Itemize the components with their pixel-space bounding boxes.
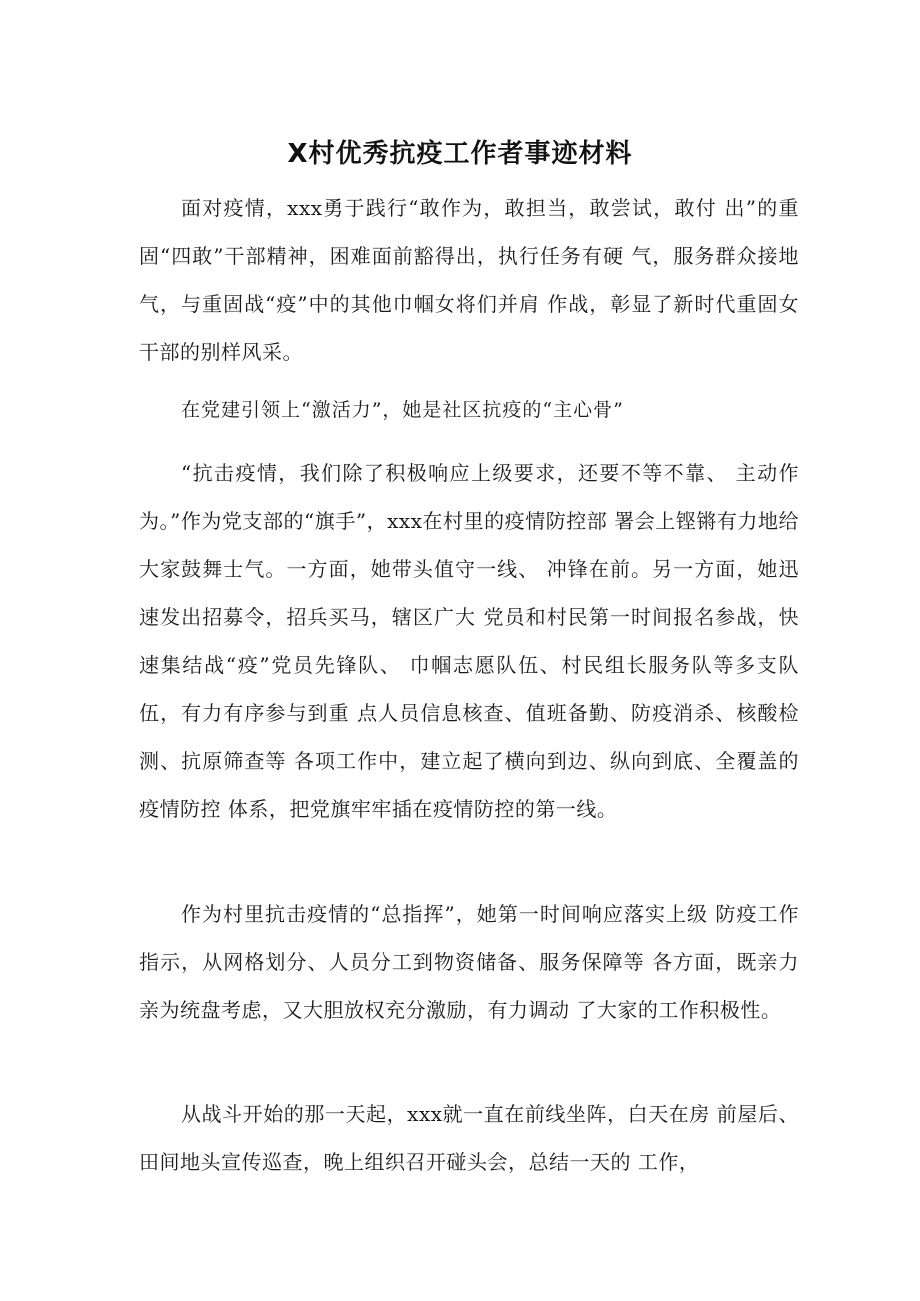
section-heading: 在党建引领上“激活力”，她是社区抗疫的“主心骨” — [181, 399, 624, 421]
paragraph-frontline: 从战斗开始的那一天起，xxx就一直在前线坐阵，白天在房 前屋后、田间地头宣传巡查，晚上组织召开碰头会，总结一天的 工作， — [139, 1102, 799, 1174]
document-title: X村优秀抗疫工作者事迹材料 — [287, 139, 633, 169]
paragraph-party-building: “抗击疫情，我们除了积极响应上级要求，还要不等不靠、 主动作为。”作为党支部的“旗手”，xxx在村里的疫情防控部 署会上铿锵有力地给大家鼓舞士气。一方面，她带头值守一线、 冲锋在前。另一方面，她迅速发出招募令，招兵买马，辖区广大 党员和村民第一时间报名参战，快速集结战“疫”党员先锋队、 巾帼志愿队伍、村民组长服务队等多支队伍，有力有序参与到重 点人员信息核查、值班备勤、防疫消杀、核酸检测、抗原筛查等 各项工作中，建立起了横向到边、纵向到底、全覆盖的疫情防控 体系，把党旗牢牢插在疫情防控的第一线。 — [139, 461, 799, 821]
paragraph-intro: 面对疫情，xxx勇于践行“敢作为，敢担当，敢尝试，敢付 出”的重固“四敢”干部精神，困难面前豁得出，执行任务有硬 气，服务群众接地气，与重固战“疫”中的其他巾帼女将们并肩 作战，彰显了新时代重固女干部的别样风采。 — [139, 196, 799, 364]
paragraph-commander: 作为村里抗击疫情的“总指挥”，她第一时间响应落实上级 防疫工作指示，从网格划分、人员分工到物资储备、服务保障等 各方面，既亲力亲为统盘考虑，又大胆放权充分激励，有力调动 了大家的工作积极性。 — [139, 902, 799, 1022]
